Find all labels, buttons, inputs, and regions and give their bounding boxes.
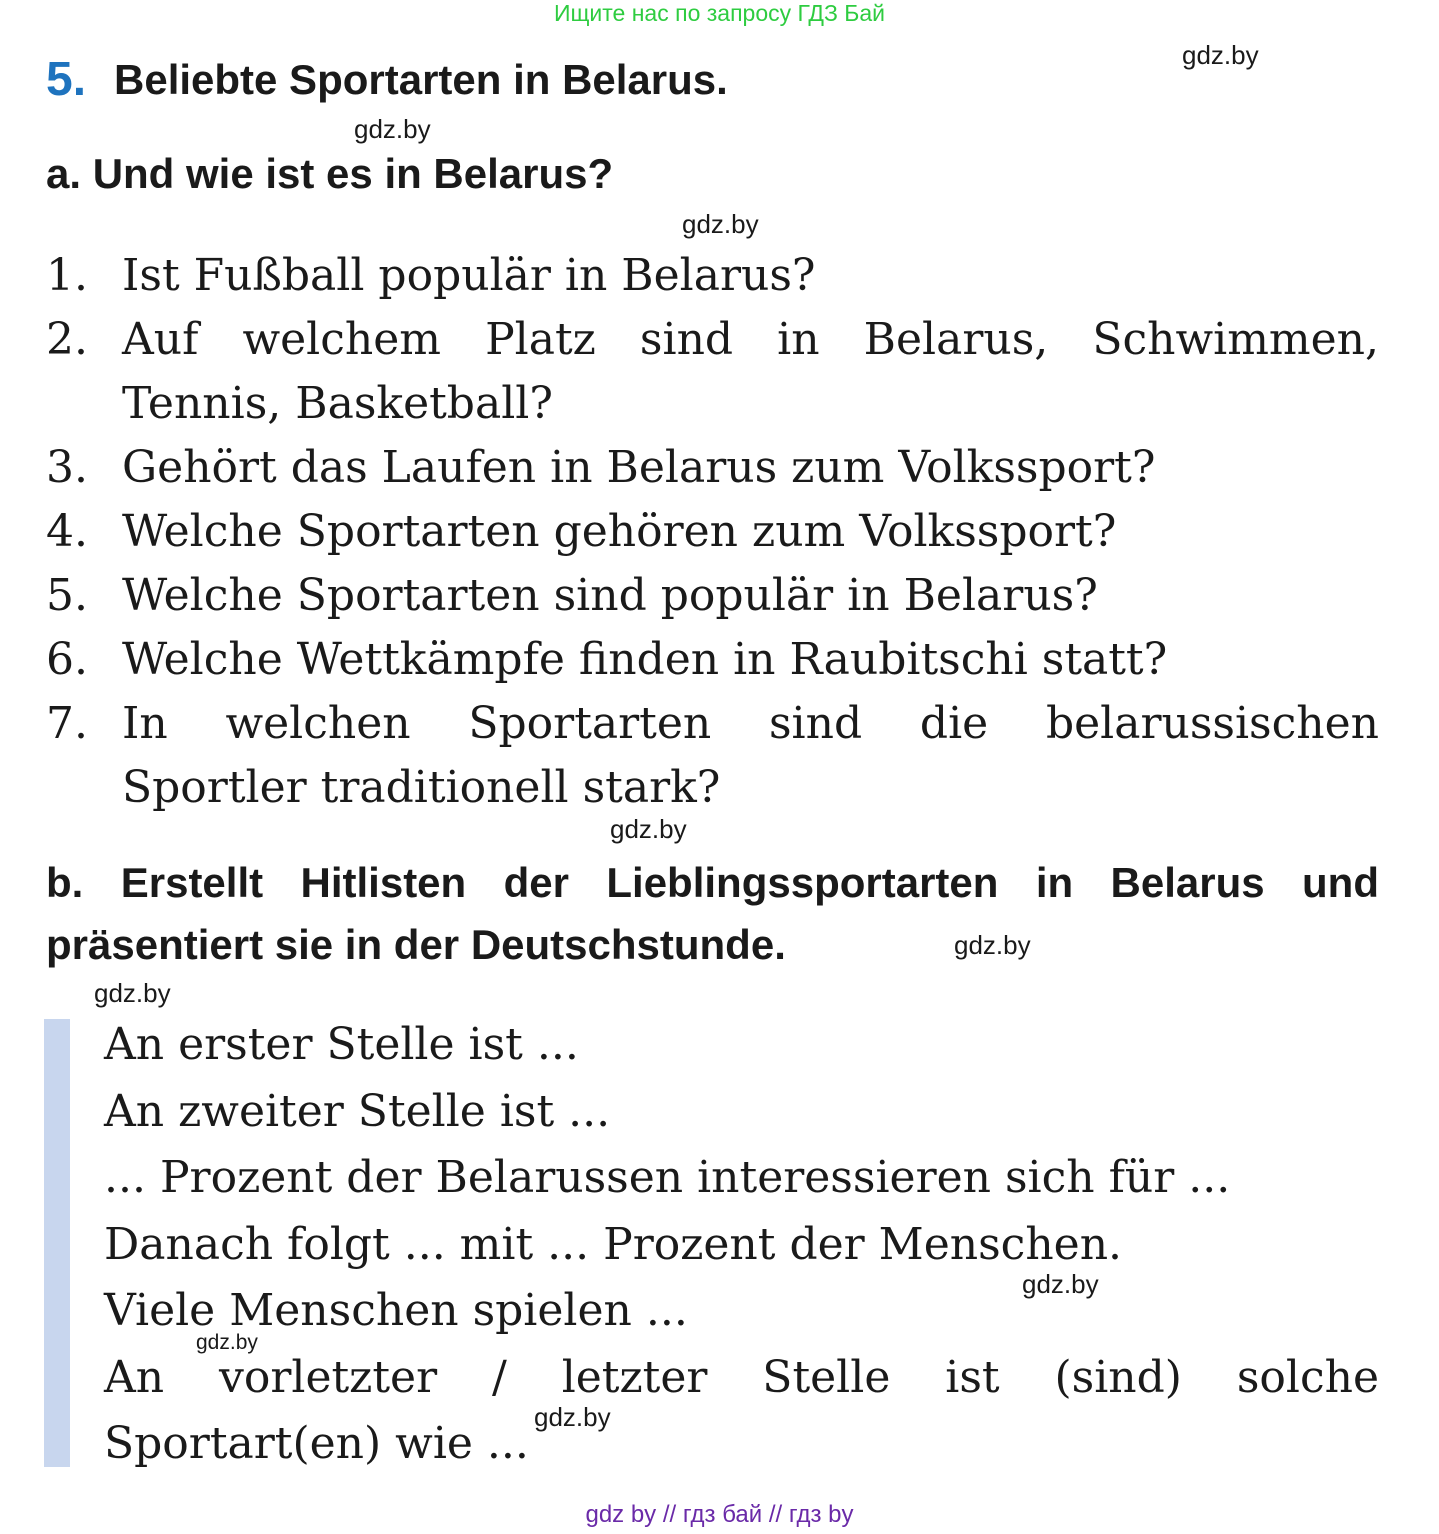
question-text: Tennis, Basketball? — [122, 378, 553, 429]
question-text: Welche Wettkämpfe finden in Raubitschi statt? — [122, 634, 1168, 685]
question-item — [46, 692, 1379, 756]
phrase-line: Viele Menschen spielen ... — [104, 1285, 688, 1336]
phrase-line: An vorletzter / letzter Stelle ist (sind) solche — [104, 1351, 1379, 1403]
section-b-heading — [46, 852, 1379, 976]
question-list — [46, 244, 1379, 820]
question-number: 4. — [46, 506, 88, 557]
section-b-heading-line2: präsentiert sie in der Deutschstunde. — [46, 921, 786, 968]
question-text: In welchen Sportarten sind die belarussischen — [122, 698, 1379, 749]
question-number: 5. — [46, 570, 88, 621]
question-text: Welche Sportarten sind populär in Belarus? — [122, 570, 1098, 621]
phrase-line: Danach folgt ... mit ... Prozent der Menschen. — [104, 1218, 1123, 1270]
question-item-continuation — [46, 756, 1379, 820]
phrase-line: Sportart(en) wie ... — [104, 1418, 529, 1469]
watermark: gdz.by — [534, 1402, 611, 1432]
watermark: gdz.by — [682, 209, 759, 239]
question-item — [46, 500, 1379, 564]
watermark: gdz.by — [954, 930, 1031, 960]
watermark: gdz.by — [196, 1331, 258, 1354]
task-title: Beliebte Sportarten in Belarus. — [114, 56, 728, 103]
section-b-heading-line1: b. Erstellt Hitlisten der Lieblingssportarten in Belarus und — [46, 859, 1379, 906]
section-a-heading: a. Und wie ist es in Belarus? — [46, 150, 614, 197]
question-number: 1. — [46, 250, 88, 301]
watermark: gdz.by — [1022, 1269, 1099, 1299]
question-number: 6. — [46, 634, 88, 685]
question-text: Welche Sportarten gehören zum Volkssport? — [122, 506, 1117, 557]
question-item-continuation — [46, 372, 1379, 436]
watermark: gdz.by — [610, 814, 687, 844]
question-text: Ist Fußball populär in Belarus? — [122, 250, 816, 301]
question-text: Sportler traditionell stark? — [122, 762, 721, 813]
task-number: 5. — [46, 53, 87, 106]
phrase-line: An zweiter Stelle ist ... — [104, 1085, 611, 1137]
question-number: 7. — [46, 698, 88, 749]
question-text: Auf welchem Platz sind in Belarus, Schwimmen, — [122, 314, 1379, 365]
question-item — [46, 628, 1379, 692]
question-item — [46, 564, 1379, 628]
watermark: gdz.by — [94, 978, 171, 1008]
footer-watermark: gdz by // гдз бай // гдз by — [585, 1501, 854, 1528]
phrase-line: ... Prozent der Belarussen interessieren sich für ... — [104, 1152, 1231, 1203]
watermark: gdz.by — [354, 114, 431, 144]
phrase-box-accent-bar — [44, 1019, 70, 1467]
phrase-box — [104, 1012, 1379, 1478]
question-text: Gehört das Laufen in Belarus zum Volkssport? — [122, 442, 1156, 493]
question-item — [46, 244, 1379, 308]
question-number: 2. — [46, 314, 88, 365]
question-number: 3. — [46, 442, 88, 493]
search-banner: Ищите нас по запросу ГДЗ Бай — [553, 0, 886, 26]
question-item — [46, 308, 1379, 372]
watermark: gdz.by — [1182, 40, 1259, 70]
question-item — [46, 436, 1379, 500]
phrase-line: An erster Stelle ist ... — [104, 1019, 579, 1070]
